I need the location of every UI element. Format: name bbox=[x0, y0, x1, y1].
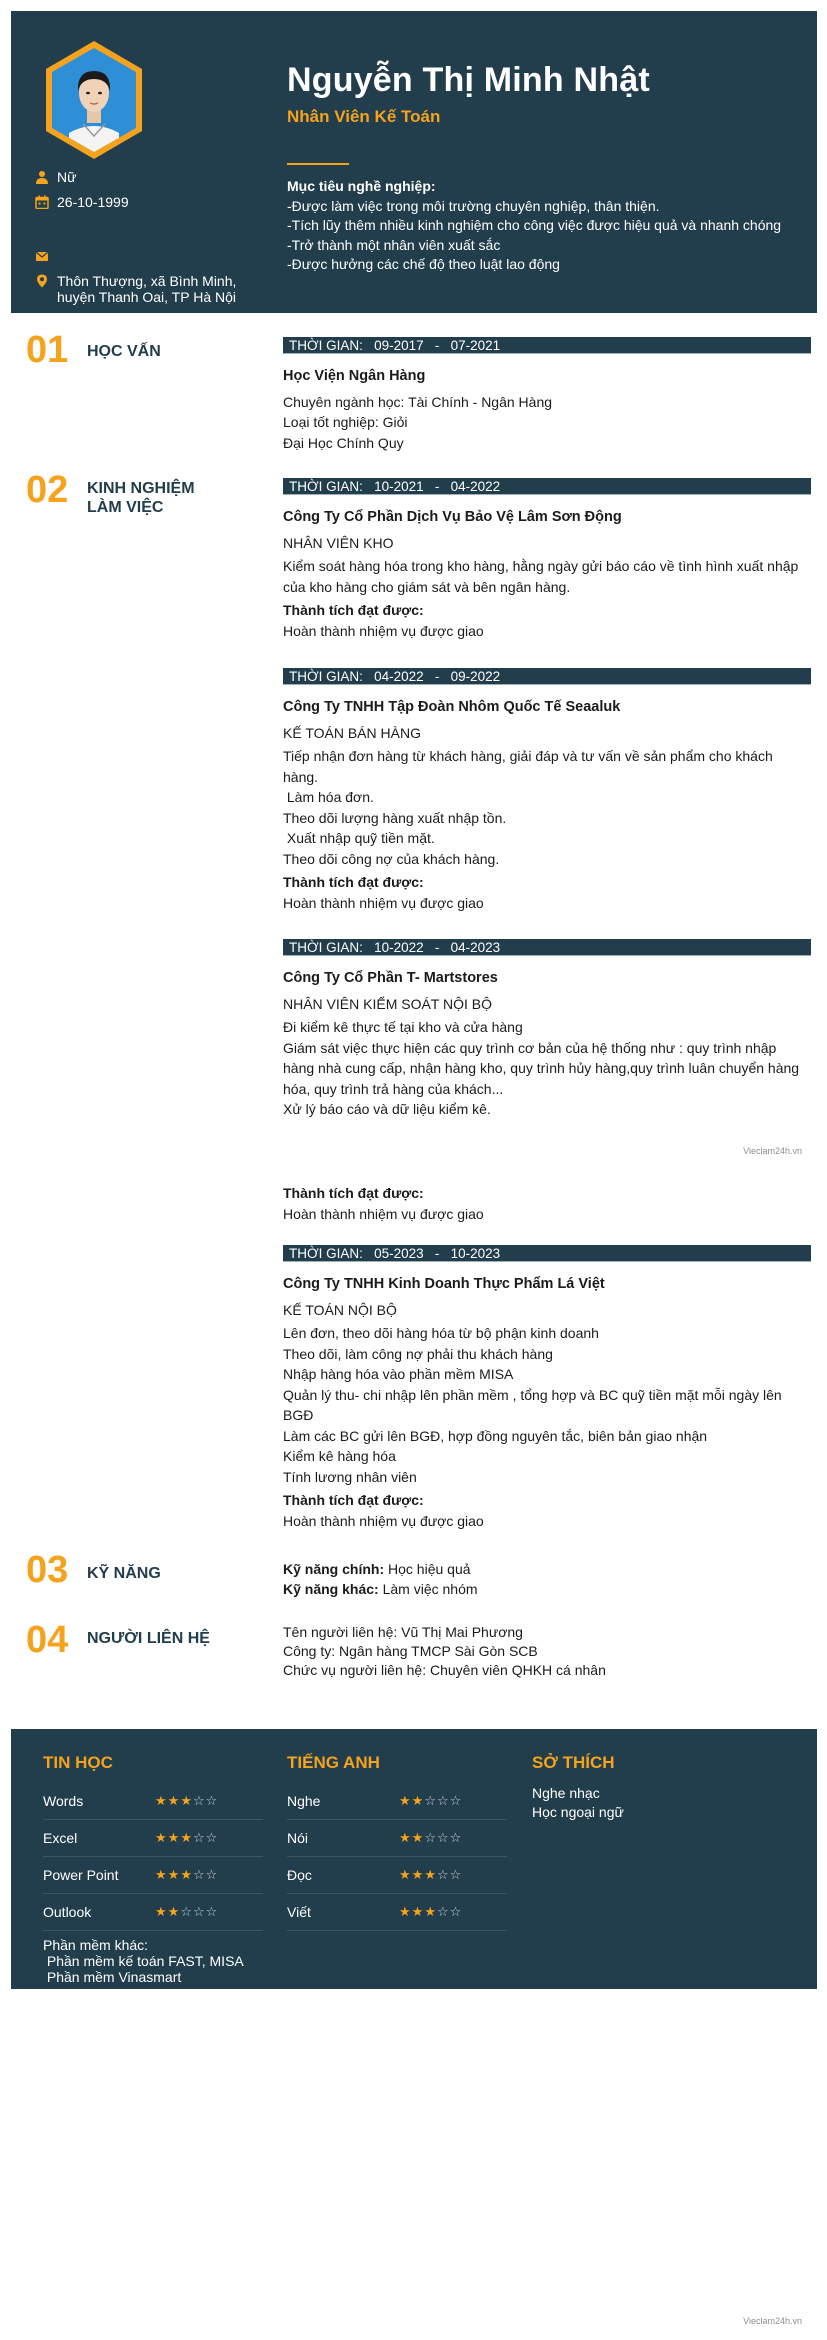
job-achievement: Hoàn thành nhiệm vụ được giao bbox=[283, 1512, 484, 1529]
calendar-icon bbox=[35, 195, 49, 209]
star-empty-icon: ☆ bbox=[192, 1867, 206, 1882]
birthdate-text: 26-10-1999 bbox=[57, 194, 129, 210]
other-skill bbox=[283, 1579, 803, 1599]
section-title-experience: KINH NGHIỆM LÀM VIỆC bbox=[87, 480, 195, 516]
reference-name: Tên người liên hệ: Vũ Thị Mai Phương bbox=[283, 1624, 523, 1640]
cv-footer bbox=[11, 1729, 817, 1989]
star-empty-icon: ☆ bbox=[436, 1793, 450, 1808]
star-filled-icon: ★ bbox=[155, 1830, 168, 1845]
star-empty-icon: ☆ bbox=[436, 1830, 450, 1845]
job-achievement-title: Thành tích đạt được: bbox=[283, 1492, 424, 1508]
user-icon bbox=[35, 170, 49, 184]
english-title: TIẾNG ANH bbox=[287, 1753, 380, 1772]
objective-line: -Tích lũy thêm nhiều kinh nghiệm cho công việc được hiệu quả và nhanh chóng bbox=[287, 217, 782, 233]
job-achievement-title: Thành tích đạt được: bbox=[283, 1185, 424, 1201]
email-icon bbox=[35, 249, 49, 263]
section-title-references: NGƯỜI LIÊN HỆ bbox=[87, 1630, 210, 1647]
job-role: NHÂN VIÊN KHO bbox=[283, 534, 394, 551]
job-3-time: THỜI GIAN: 10-2022 - 04-2023 bbox=[283, 939, 811, 956]
star-empty-icon: ☆ bbox=[449, 1867, 463, 1882]
education-block bbox=[283, 366, 803, 453]
job-description: Lên đơn, theo dõi hàng hóa từ bộ phận kinh doanh Theo dõi, làm công nợ phải thu khách hàng Nhập hàng hóa vào phần mềm MISA Quản lý thu- chi nhập lên phần mềm , tổng hợp và BC quỹ tiền mặt mỗi ngày lên BGĐ Làm các BC gửi lên BGĐ, hợp đồng nguyên tắc, biên bản giao nhận Kiểm kê hàng hóa Tính lương nhân viên bbox=[283, 1325, 782, 1485]
objective-line: -Được làm việc trong môi trường chuyên nghiệp, thân thiện. bbox=[287, 197, 660, 214]
skills-block bbox=[283, 1559, 803, 1599]
header-divider bbox=[287, 163, 349, 165]
section-number-education: 01 bbox=[26, 329, 69, 371]
section-title-education: HỌC VẤN bbox=[87, 343, 161, 360]
job-1-block bbox=[283, 507, 803, 641]
objective-title: Mục tiêu nghề nghiệp: bbox=[287, 178, 436, 194]
section-number-experience: 02 bbox=[26, 469, 69, 511]
star-empty-icon: ☆ bbox=[205, 1867, 219, 1882]
job-role: KẾ TOÁN BÁN HÀNG bbox=[283, 724, 421, 741]
star-empty-icon: ☆ bbox=[424, 1793, 437, 1808]
career-objective bbox=[287, 177, 787, 275]
address-row bbox=[35, 273, 236, 305]
english-skill-label: Nói bbox=[287, 1830, 309, 1846]
star-empty-icon: ☆ bbox=[449, 1793, 463, 1808]
star-empty-icon: ☆ bbox=[205, 1904, 219, 1919]
star-filled-icon: ★ bbox=[155, 1793, 168, 1808]
reference-position: Chức vụ người liên hệ: Chuyên viên QHKH cá nhân bbox=[283, 1662, 606, 1678]
address-line-1: Thôn Thượng, xã Bình Minh, bbox=[57, 273, 237, 289]
star-empty-icon: ☆ bbox=[436, 1904, 450, 1919]
it-skill-row bbox=[43, 1894, 263, 1931]
other-skill-label: Kỹ năng khác: bbox=[283, 1581, 379, 1597]
star-filled-icon: ★ bbox=[411, 1793, 425, 1808]
star-empty-icon: ☆ bbox=[424, 1830, 437, 1845]
english-skill-label: Viết bbox=[287, 1904, 311, 1920]
reference-company: Công ty: Ngân hàng TMCP Sài Gòn SCB bbox=[283, 1643, 538, 1659]
job-4-time: THỜI GIAN: 05-2023 - 10-2023 bbox=[283, 1245, 811, 1262]
star-filled-icon: ★ bbox=[167, 1793, 181, 1808]
star-filled-icon: ★ bbox=[399, 1830, 412, 1845]
watermark: Vieclam24h.vn bbox=[743, 1146, 802, 1156]
star-empty-icon: ☆ bbox=[205, 1830, 219, 1845]
job-4-block bbox=[283, 1274, 803, 1531]
star-filled-icon: ★ bbox=[180, 1867, 193, 1882]
it-skill-row bbox=[43, 1857, 263, 1894]
star-filled-icon: ★ bbox=[167, 1830, 181, 1845]
it-skill-label: Excel bbox=[43, 1830, 78, 1846]
it-skill-label: Outlook bbox=[43, 1904, 92, 1920]
star-empty-icon: ☆ bbox=[180, 1904, 193, 1919]
star-empty-icon: ☆ bbox=[449, 1904, 463, 1919]
star-filled-icon: ★ bbox=[424, 1867, 437, 1882]
english-skill-rating bbox=[399, 1830, 462, 1846]
star-filled-icon: ★ bbox=[167, 1867, 181, 1882]
education-line: Đại Học Chính Quy bbox=[283, 434, 404, 451]
it-skill-row bbox=[43, 1820, 263, 1857]
star-filled-icon: ★ bbox=[399, 1904, 412, 1919]
gender-row bbox=[35, 169, 76, 185]
it-skill-rating bbox=[155, 1867, 218, 1883]
location-icon bbox=[35, 274, 49, 288]
it-title: TIN HỌC bbox=[43, 1753, 113, 1772]
job-3-achievement-block bbox=[283, 1180, 803, 1224]
address-line-2: huyện Thanh Oai, TP Hà Nội bbox=[57, 289, 236, 305]
job-description: Kiểm soát hàng hóa trong kho hàng, hằng ngày gửi báo cáo về tình hình xuất nhập của kho hàng cho giám sát và bên ngân hàng. bbox=[283, 558, 803, 595]
job-company: Công Ty Cổ Phần Dịch Vụ Bảo Vệ Lâm Sơn Động bbox=[283, 509, 622, 525]
english-skill-rating bbox=[399, 1793, 462, 1809]
english-skill-label: Đọc bbox=[287, 1867, 312, 1883]
star-filled-icon: ★ bbox=[399, 1793, 412, 1808]
job-role: KẾ TOÁN NỘI BỘ bbox=[283, 1301, 397, 1318]
job-company: Công Ty TNHH Tập Đoàn Nhôm Quốc Tế Seaaluk bbox=[283, 699, 621, 715]
cv-header bbox=[11, 11, 817, 313]
star-empty-icon: ☆ bbox=[449, 1830, 463, 1845]
section-number-skills: 03 bbox=[26, 1549, 69, 1591]
it-skill-rating bbox=[155, 1904, 218, 1920]
hobbies-list: Nghe nhạc Học ngoại ngữ bbox=[532, 1785, 624, 1820]
birthdate-row bbox=[35, 194, 129, 210]
english-skill-row bbox=[287, 1820, 507, 1857]
star-empty-icon: ☆ bbox=[205, 1793, 219, 1808]
email-row bbox=[35, 248, 57, 263]
star-filled-icon: ★ bbox=[155, 1867, 168, 1882]
objective-line: -Trở thành một nhân viên xuất sắc bbox=[287, 236, 501, 253]
candidate-job-title: Nhân Viên Kế Toán bbox=[287, 107, 441, 126]
star-filled-icon: ★ bbox=[399, 1867, 412, 1882]
star-filled-icon: ★ bbox=[167, 1904, 181, 1919]
school-name: Học Viện Ngân Hàng bbox=[283, 368, 426, 384]
star-empty-icon: ☆ bbox=[192, 1830, 206, 1845]
it-other-title: Phần mềm khác: bbox=[43, 1937, 149, 1953]
education-line: Loại tốt nghiệp: Giỏi bbox=[283, 414, 408, 430]
star-filled-icon: ★ bbox=[180, 1830, 193, 1845]
star-empty-icon: ☆ bbox=[192, 1904, 206, 1919]
job-2-time: THỜI GIAN: 04-2022 - 09-2022 bbox=[283, 668, 811, 685]
job-achievement-title: Thành tích đạt được: bbox=[283, 602, 424, 618]
avatar bbox=[43, 41, 145, 159]
education-time: THỜI GIAN: 09-2017 - 07-2021 bbox=[283, 337, 811, 354]
star-filled-icon: ★ bbox=[155, 1904, 168, 1919]
education-line: Chuyên ngành học: Tài Chính - Ngân Hàng bbox=[283, 393, 553, 410]
watermark-bottom: Vieclam24h.vn bbox=[743, 2316, 802, 2326]
english-skill-rating bbox=[399, 1904, 462, 1920]
section-title-skills: KỸ NĂNG bbox=[87, 1565, 161, 1582]
job-achievement: Hoàn thành nhiệm vụ được giao bbox=[283, 894, 484, 911]
address-text bbox=[57, 273, 236, 305]
job-3-block bbox=[283, 968, 803, 1120]
job-achievement: Hoàn thành nhiệm vụ được giao bbox=[283, 622, 484, 639]
it-skill-label: Power Point bbox=[43, 1867, 119, 1883]
star-empty-icon: ☆ bbox=[192, 1793, 206, 1808]
main-skill-value: Học hiệu quả bbox=[384, 1561, 471, 1577]
star-filled-icon: ★ bbox=[411, 1904, 425, 1919]
job-1-time: THỜI GIAN: 10-2021 - 04-2022 bbox=[283, 478, 811, 495]
it-skill-row bbox=[43, 1783, 263, 1820]
section-number-references: 04 bbox=[26, 1619, 69, 1661]
it-skill-rating bbox=[155, 1830, 218, 1846]
job-role: NHÂN VIÊN KIỂM SOÁT NỘI BỘ bbox=[283, 995, 493, 1012]
job-company: Công Ty TNHH Kinh Doanh Thực Phẩm Lá Việt bbox=[283, 1276, 605, 1292]
cv-page bbox=[11, 0, 817, 2340]
job-achievement: Hoàn thành nhiệm vụ được giao bbox=[283, 1205, 484, 1222]
english-skill-row bbox=[287, 1894, 507, 1931]
main-skill bbox=[283, 1559, 803, 1579]
it-skill-rating bbox=[155, 1793, 218, 1809]
english-skill-label: Nghe bbox=[287, 1793, 321, 1809]
job-description: Tiếp nhận đơn hàng từ khách hàng, giải đáp và tư vấn về sản phẩm cho khách hàng. Làm hóa đơn. Theo dõi lượng hàng xuất nhập tồn. Xuất nhập quỹ tiền mặt. Theo dõi công nợ của khách hàng. bbox=[283, 748, 773, 867]
job-company: Công Ty Cổ Phần T- Martstores bbox=[283, 970, 498, 986]
other-skill-value: Làm việc nhóm bbox=[378, 1581, 478, 1597]
star-filled-icon: ★ bbox=[180, 1793, 193, 1808]
objective-line: -Được hưởng các chế độ theo luật lao động bbox=[287, 256, 560, 272]
it-skill-label: Words bbox=[43, 1793, 84, 1809]
english-skill-row bbox=[287, 1783, 507, 1820]
english-skill-row bbox=[287, 1857, 507, 1894]
job-description: Đi kiểm kê thực tế tại kho và cửa hàng Giám sát việc thực hiện các quy trình cơ bản của hệ thống như : quy trình nhập hàng nhà cung cấp, nhận hàng kho, quy trình hủy hàng,quy trình luân chuyển hàng hóa, quy trình trả hàng của khách... Xử lý báo cáo và dữ liệu kiểm kê. bbox=[283, 1019, 800, 1117]
it-other-software: Phần mềm kế toán FAST, MISA Phần mềm Vinasmart bbox=[46, 1953, 244, 1985]
star-filled-icon: ★ bbox=[424, 1904, 437, 1919]
reference-block bbox=[283, 1623, 803, 1680]
gender-text: Nữ bbox=[57, 169, 77, 185]
job-achievement-title: Thành tích đạt được: bbox=[283, 874, 424, 890]
hobbies-title: SỞ THÍCH bbox=[532, 1753, 615, 1772]
star-filled-icon: ★ bbox=[411, 1867, 425, 1882]
candidate-name: Nguyễn Thị Minh Nhật bbox=[287, 61, 650, 99]
main-skill-label: Kỹ năng chính: bbox=[283, 1561, 385, 1577]
english-skill-rating bbox=[399, 1867, 462, 1883]
star-filled-icon: ★ bbox=[411, 1830, 425, 1845]
job-2-block bbox=[283, 697, 803, 913]
star-empty-icon: ☆ bbox=[436, 1867, 450, 1882]
